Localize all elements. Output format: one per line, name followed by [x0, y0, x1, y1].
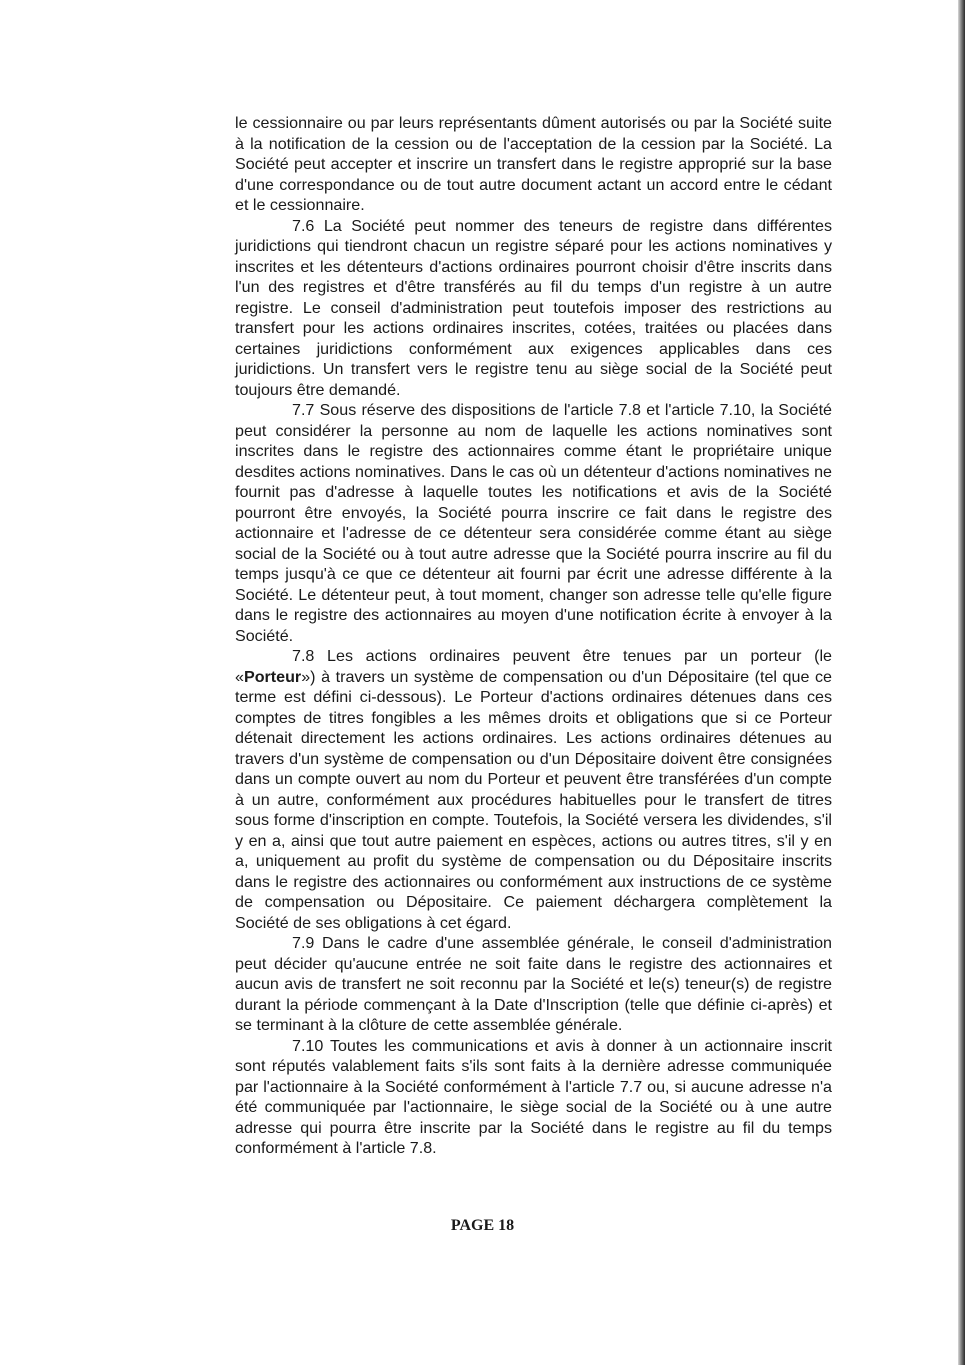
paragraph-article-7-8 — [235, 646, 832, 933]
article-7-8-text-start: 7.8 Les actions ordinaires peuvent être tenues par un porteur (le « — [235, 647, 832, 686]
article-7-8-text-rest: ») à travers un système de compensation ou d'un Dépositaire (tel que ce terme est défini ci-dessous). Le Porteur d'actions ordinaires détenues dans ces comptes de titres fongibles a les mêmes droits et obligations que si ce Porteur détenait directement les actions ordinaires. Les actions ordinaires détenues au travers d'un système de compensation ou d'un Dépositaire doivent être consignées dans un compte ouvert au nom du Porteur et peuvent être transférées d'un compte à un autre, conformément aux procédures habituelles pour le transfert de titres sous forme d'inscription en compte. Toutefois, la Société versera les dividendes, s'il y en a, ainsi que tout autre paiement en espèces, actions ou autres titres, s'il y en a, uniquement au profit du système de compensation ou du Dépositaire inscrits dans le registre des actionnaires ou conformément aux instructions de ce système de compensation ou Dépositaire. Ce paiement déchargera complètement la Société de ses obligations à cet égard. — [235, 667, 832, 932]
defined-term-porteur: Porteur — [243, 667, 302, 686]
paragraph-article-7-7: 7.7 Sous réserve des dispositions de l'article 7.8 et l'article 7.10, la Société peut considérer la personne au nom de laquelle les actions nominatives sont inscrites dans le registre des actionnaires comme étant le propriétaire unique desdites actions nominatives. Dans le cas où un détenteur d'actions nominatives ne fournit pas d'adresse à laquelle toutes les notifications et avis de la Société pourront être envoyés, la Société pourra inscrire ce fait dans le registre des actionnaire et l'adresse de ce détenteur sera considérée comme étant au siège social de la Société ou à tout autre adresse que la Société pourra inscrire au fil du temps jusqu'à ce que ce détenteur ait fourni par écrit une adresse différente à la Société. Le détenteur peut, à tout moment, changer son adresse telle qu'elle figure dans le registre des actionnaires au moyen d'une notification écrite à envoyer à la Société. — [235, 401, 832, 645]
scanned-page-edge — [958, 0, 965, 1365]
paragraph-continuation: le cessionnaire ou par leurs représentants dûment autorisés ou par la Société suite à la notification de la cession ou de l'acceptation de la cession par la Société. La Société peut accepter et inscrire un transfert dans le registre approprié sur la base d'une correspondance ou de tout autre document actant un accord entre le cédant et le cessionnaire. — [235, 114, 832, 214]
paragraph-article-7-6: 7.6 La Société peut nommer des teneurs de registre dans différentes juridictions qui tiendront chacun un registre séparé pour les actions nominatives y inscrites et les détenteurs d'actions ordinaires pourront choisir d'être inscrits dans l'un des registres et d'être transférés au fil du temps d'un registre à un autre registre. Le conseil d'administration peut toutefois imposer des restrictions au transfert pour les actions ordinaires inscrites, cotées, traitées ou placées dans certaines juridictions conformément aux exigences applicables dans ces juridictions. Un transfert vers le registre tenu au siège social de la Société peut toujours être demandé. — [235, 216, 832, 399]
document-body — [235, 113, 832, 1159]
page-number: PAGE 18 — [450, 1217, 515, 1234]
paragraph-article-7-9: 7.9 Dans le cadre d'une assemblée générale, le conseil d'administration peut décider qu'aucune entrée ne soit faite dans le registre des actionnaires et aucun avis de transfert ne soit reconnu par la Société et le(s) teneur(s) de registre durant la période commençant à la Date d'Inscription (telle que définie ci-après) et se terminant à la clôture de cette assemblée générale. — [235, 934, 832, 1034]
paragraph-article-7-10: 7.10 Toutes les communications et avis à donner à un actionnaire inscrit sont réputés valablement faits s'ils sont faits à la dernière adresse communiquée par l'actionnaire à la Société conformément à l'article 7.7 ou, si aucune adresse n'a été communiquée par l'actionnaire, le siège social de la Société ou à une autre adresse qui pourra être inscrite par la Société dans le registre au fil du temps conformément à l'article 7.8. — [235, 1036, 832, 1157]
